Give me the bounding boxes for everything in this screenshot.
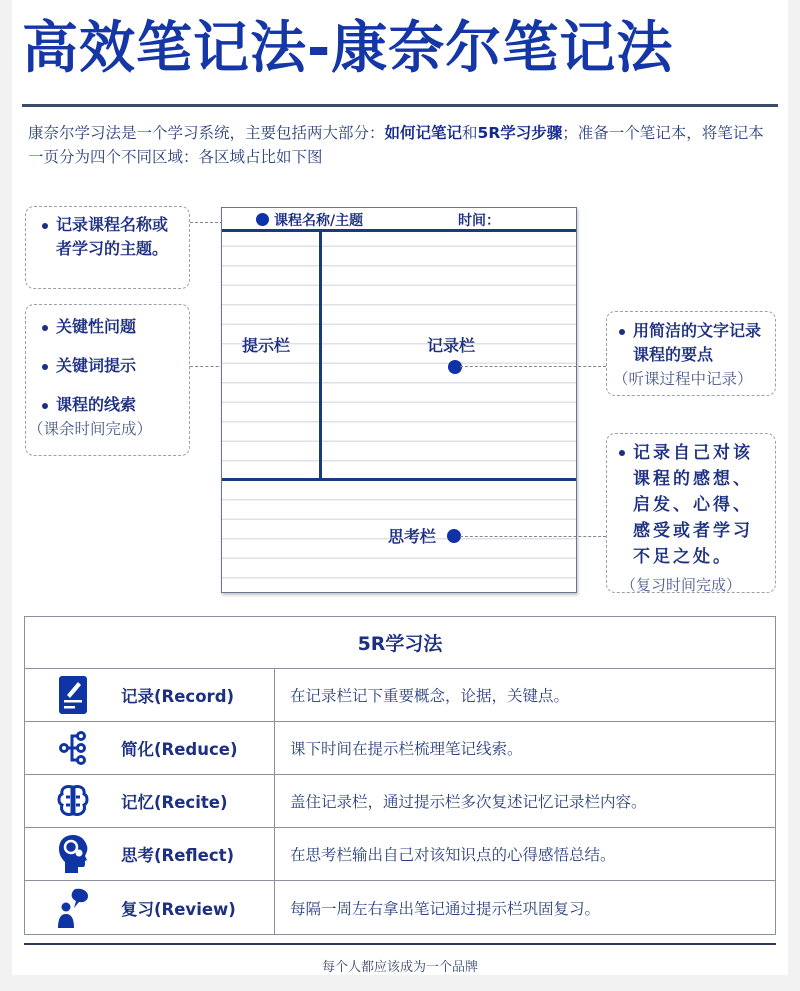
callout-item: 用简洁的文字记录课程的要点 — [617, 319, 767, 367]
table-row — [25, 828, 775, 881]
head-gear-icon — [25, 834, 121, 874]
callout-record-area — [606, 311, 776, 396]
callout-item: 关键性问题 — [40, 315, 179, 339]
callout-title-area — [25, 206, 190, 289]
infographic-page — [12, 0, 788, 975]
callout-summary-area — [606, 433, 776, 593]
title-divider — [22, 104, 778, 107]
intro-text-3: ；准备一个笔记本，将笔记本一页分为四个不同区域：各区域占比如下图 — [28, 124, 764, 166]
intro-paragraph — [28, 121, 778, 169]
footer-divider — [24, 943, 776, 945]
table-title: 5R学习法 — [25, 617, 775, 669]
callout-item: 记录课程名称或者学习的主题。 — [40, 213, 179, 261]
step-description: 每隔一周左右拿出笔记通过提示栏巩固复习。 — [290, 899, 601, 918]
step-name: 简化(Reduce) — [121, 740, 238, 759]
edit-document-icon — [25, 676, 121, 714]
footer-slogan: 每个人都应该成为一个品牌 — [321, 960, 478, 975]
branch-nodes-icon — [25, 731, 121, 765]
connector-line — [460, 536, 606, 537]
callout-note: （听课过程中记录） — [613, 370, 753, 388]
table-row — [25, 775, 775, 828]
marker-dot-record — [448, 360, 462, 374]
callout-note: （复习时间完成） — [621, 576, 742, 594]
table-row — [25, 722, 775, 775]
intro-bold-2: 5R学习步骤 — [477, 124, 563, 142]
notebook-title-label: 课程名称/主题 — [274, 213, 364, 229]
step-name: 记录(Record) — [121, 687, 235, 706]
callout-item: 关键词提示 — [40, 354, 179, 378]
connector-line — [460, 366, 606, 367]
brain-icon — [25, 784, 121, 818]
notebook-header — [222, 208, 576, 232]
table-row — [25, 881, 775, 934]
step-name: 思考(Reflect) — [121, 846, 235, 865]
page-title: 高效笔记法-康奈尔笔记法 — [22, 16, 674, 81]
step-description: 课下时间在提示栏梳理笔记线索。 — [290, 740, 523, 758]
callout-item: 课程的线索 — [40, 393, 179, 417]
intro-bold-1: 如何记笔记 — [384, 124, 463, 142]
marker-dot-summary — [447, 529, 461, 543]
callout-cue-area — [25, 304, 190, 456]
step-description: 盖住记录栏，通过提示栏多次复述记忆记录栏内容。 — [290, 793, 647, 811]
intro-text-2: 和 — [462, 124, 478, 142]
record-column-label: 记录栏 — [427, 336, 476, 355]
step-description: 在思考栏输出自己对该知识点的心得感悟总结。 — [290, 846, 616, 864]
step-description: 在记录栏记下重要概念，论据，关键点。 — [290, 687, 570, 705]
callout-item: 记录自己对该课程的感想、启发、心得、感受或者学习不足之处。 — [617, 440, 767, 570]
connector-line — [190, 222, 223, 223]
intro-text-1: 康奈尔学习法是一个学习系统，主要包括两大部分： — [28, 124, 385, 142]
summary-area-label: 思考栏 — [388, 527, 437, 546]
marker-dot-title — [256, 213, 269, 226]
method-5r-table — [24, 616, 776, 935]
cue-column-divider — [319, 232, 322, 480]
step-name: 复习(Review) — [121, 899, 236, 919]
cue-column-label: 提示栏 — [242, 336, 291, 355]
table-row — [25, 669, 775, 722]
notebook-time-label: 时间： — [458, 213, 500, 229]
callout-note: （课余时间完成） — [28, 420, 153, 438]
step-name: 记忆(Recite) — [121, 793, 228, 812]
summary-divider — [222, 478, 576, 481]
person-speech-icon — [25, 888, 121, 928]
